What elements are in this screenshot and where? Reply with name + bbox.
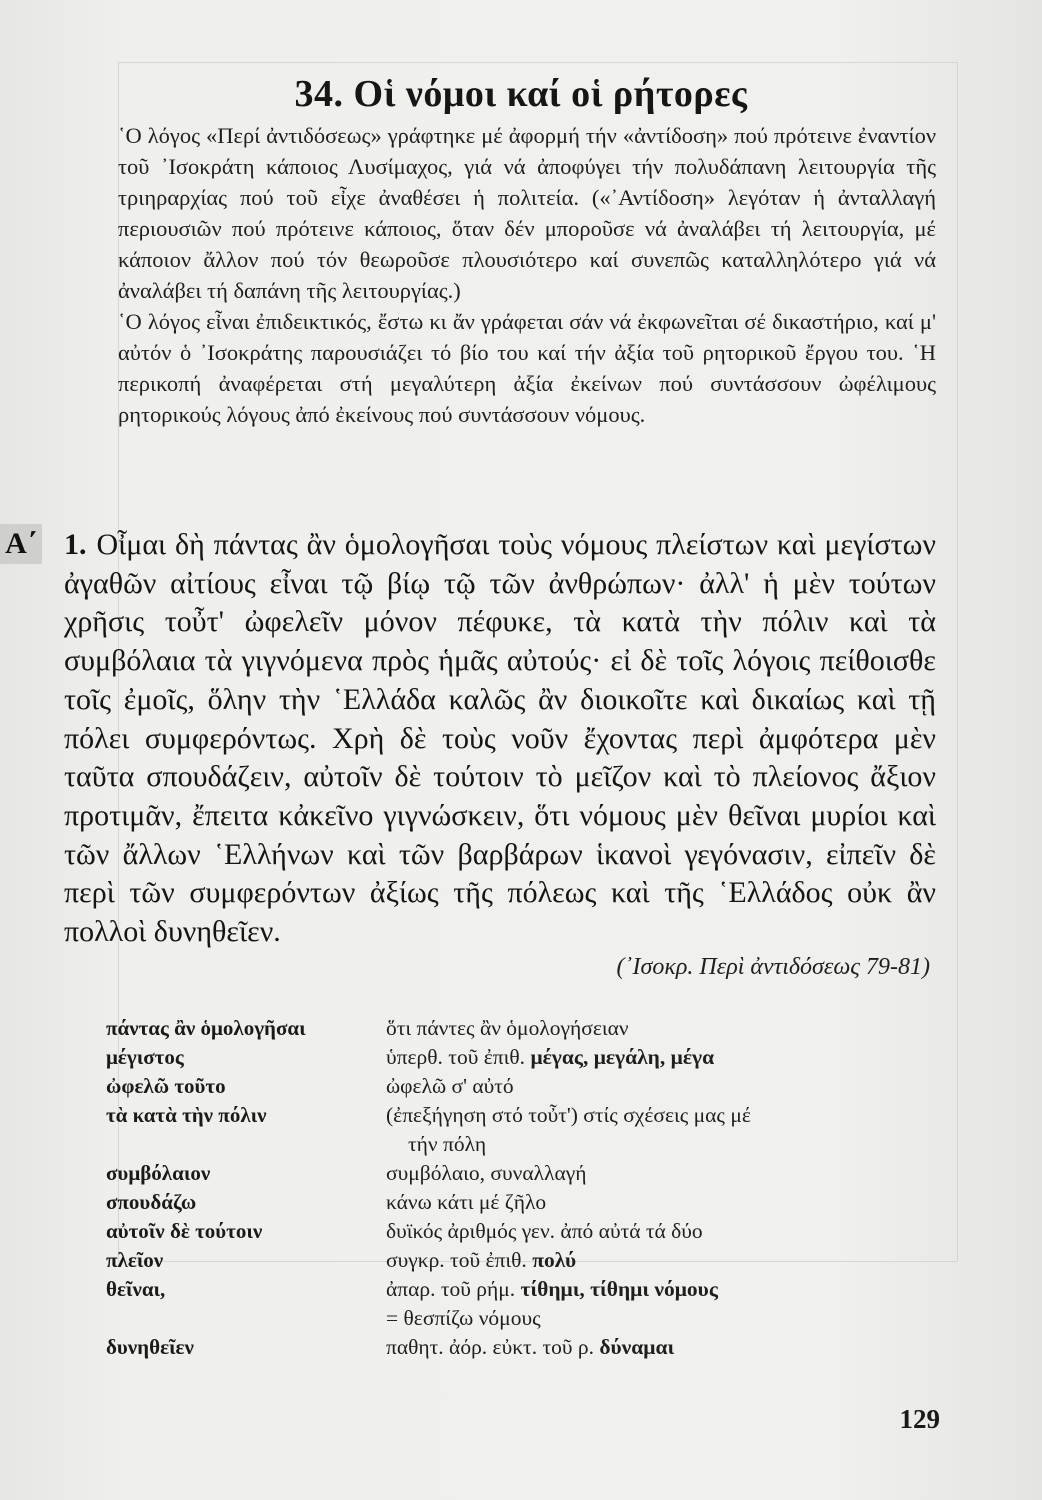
vocab-definition: ἀπαρ. τοῦ ρήμ. τίθημι, τίθημι νόμους = θεσπίζω νόμους xyxy=(386,1277,718,1330)
vocab-row xyxy=(106,1014,936,1043)
section-marker: Α΄ xyxy=(0,524,42,564)
vocab-term: σπουδάζω xyxy=(106,1190,197,1214)
vocab-row xyxy=(106,1246,936,1275)
vocab-row xyxy=(106,1188,936,1217)
vocab-term: τὰ κατὰ τὴν πόλιν xyxy=(106,1103,267,1127)
greek-passage xyxy=(64,526,936,952)
vocab-term: δυνηθεῖεν xyxy=(106,1335,194,1359)
vocab-definition: συγκρ. τοῦ ἐπιθ. πολύ xyxy=(386,1248,577,1272)
vocab-row xyxy=(106,1072,936,1101)
intro-text xyxy=(118,120,936,430)
passage-number: 1. xyxy=(64,528,87,561)
vocab-term: πλεῖον xyxy=(106,1248,164,1272)
passage-text: Οἶμαι δὴ πάντας ἂν ὁμολογῆσαι τοὺς νόμους πλείστων καὶ μεγίστων ἀγαθῶν αἰτίους εἶναι τῷ βίῳ τῷ τῶν ἀνθρώπων· ἀλλ' ἡ μὲν τούτων χρῆσις τοὖτ' ὠφελεῖν μόνον πέφυκε, τὰ κατὰ τὴν πόλιν καὶ τὰ συμβόλαια τὰ γιγνόμενα πρὸς ἡμᾶς αὐτούς· εἰ δὲ τοῖς λόγοις πείθοισθε τοῖς ἐμοῖς, ὅλην τὴν ῾Ελλάδα καλῶς ἂν διοικοῖτε καὶ δικαίως καὶ τῇ πόλει συμφερόντως. Χρὴ δὲ τοὺς νοῦν ἔχοντας περὶ ἀμφότερα μὲν ταῦτα σπουδάζειν, αὐτοῖν δὲ τούτοιν τὸ μεῖζον καὶ τὸ πλείονος ἄξιον προτιμᾶν, ἔπειτα κἀκεῖνο γιγνώσκειν, ὅτι νόμους μὲν θεῖναι μυρίοι καὶ τῶν ἄλλων ῾Ελλήνων καὶ τῶν βαρβάρων ἱκανοὶ γεγόνασιν, εἰπεῖν δὲ περὶ τῶν συμφερόντων ἀξίως τῆς πόλεως καὶ τῆς ῾Ελλάδος οὐκ ἂν πολλοὶ δυνηθεῖεν. xyxy=(64,528,936,949)
vocab-definition: (ἐπεξήγηση στό τοὖτ') στίς σχέσεις μας μέ τήν πόλη xyxy=(386,1103,751,1156)
vocab-term: αὐτοῖν δὲ τούτοιν xyxy=(106,1219,263,1243)
vocab-row xyxy=(106,1333,936,1362)
vocab-definition: ὑπερθ. τοῦ ἐπιθ. μέγας, μεγάλη, μέγα xyxy=(386,1045,715,1069)
source-citation: (᾿Ισοκρ. Περὶ ἀντιδόσεως 79-81) xyxy=(616,954,930,980)
vocab-definition: ὠφελῶ σ' αὐτό xyxy=(386,1074,514,1098)
intro-paragraph: ῾Ο λόγος «Περί ἀντιδόσεως» γράφτηκε μέ ἀφορμή τήν «ἀντίδοση» πού πρότεινε ἐναντίον τοῦ ᾿Ισοκράτη κάποιος Λυσίμαχος, γιά νά ἀποφύγει τήν πολυδάπανη λειτουργία τῆς τριηραρχίας πού τοῦ εἶχε ἀναθέσει ἡ πολιτεία. («᾿Αντίδοση» λεγόταν ἡ ἀνταλλαγή περιουσιῶν πού πρότεινε κάποιος, ὅταν δέν μποροῦσε νά ἀναλάβει τή λειτουργία, μέ κάποιον ἄλλον πού τόν θεωροῦσε πλουσιότερο καί συνεπῶς καταλληλότερο γιά νά ἀναλάβει τή δαπάνη τῆς λειτουργίας.) xyxy=(118,123,936,303)
vocabulary-list xyxy=(106,1014,936,1362)
chapter-title: 34. Οἱ νόμοι καί οἱ ρήτορες xyxy=(294,73,748,115)
vocab-row xyxy=(106,1275,936,1333)
vocab-row xyxy=(106,1101,936,1159)
vocab-definition: δυϊκός ἀριθμός γεν. ἀπό αὐτά τά δύο xyxy=(386,1219,703,1243)
vocab-term: συμβόλαιον xyxy=(106,1161,211,1185)
vocab-row xyxy=(106,1159,936,1188)
vocab-definition: συμβόλαιο, συναλλαγή xyxy=(386,1161,587,1185)
vocab-term: θεῖναι, xyxy=(106,1277,166,1301)
vocab-term: μέγιστος xyxy=(106,1045,184,1069)
vocab-row xyxy=(106,1217,936,1246)
vocab-definition: ὅτι πάντες ἂν ὁμολογήσειαν xyxy=(386,1016,629,1040)
vocab-definition: παθητ. ἀόρ. εὐκτ. τοῦ ρ. δύναμαι xyxy=(386,1335,675,1359)
vocab-term: ὠφελῶ τοῦτο xyxy=(106,1074,226,1098)
vocab-term: πάντας ἂν ὁμολογῆσαι xyxy=(106,1016,306,1040)
vocab-definition: κάνω κάτι μέ ζῆλο xyxy=(386,1190,547,1214)
intro-paragraph: ῾Ο λόγος εἶναι ἐπιδεικτικός, ἔστω κι ἄν γράφεται σάν νά ἐκφωνεῖται σέ δικαστήριο, καί μ' αὐτόν ὁ ᾿Ισοκράτης παρουσιάζει τό βίο του καί τήν ἀξία τοῦ ρητορικοῦ ἔργου του. ῾Η περικοπή ἀναφέρεται στή μεγαλύτερη ἀξία ἐκείνων πού συντάσσουν ὠφέλιμους ρητορικούς λόγους ἀπό ἐκείνους πού συντάσσουν νόμους. xyxy=(118,309,936,427)
vocab-row xyxy=(106,1043,936,1072)
page-number: 129 xyxy=(899,1404,940,1434)
